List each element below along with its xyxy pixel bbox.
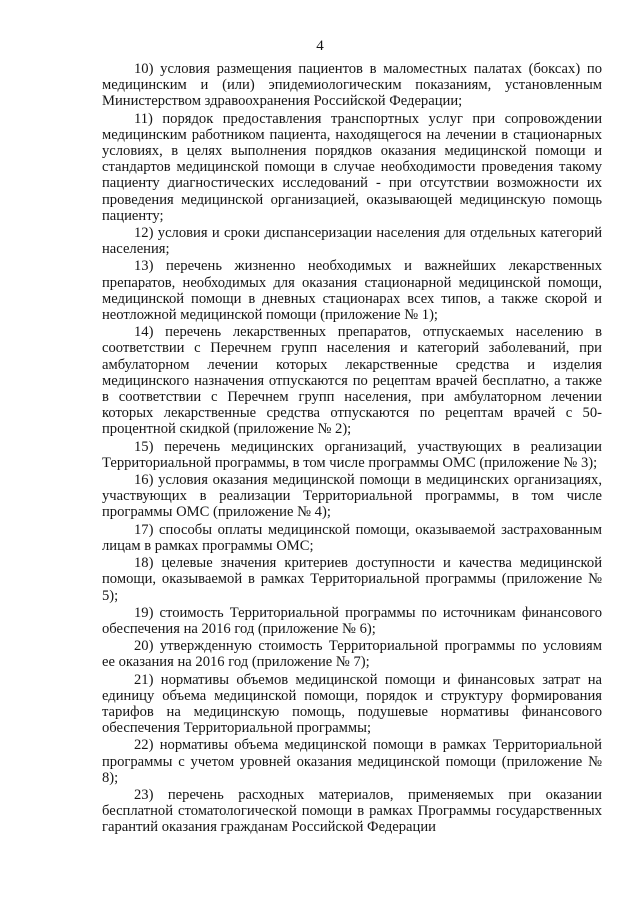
list-item: 20) утвержденную стоимость Территориальной программы по условиям ее оказания на 2016 год (приложение № 7);: [102, 638, 602, 671]
list-item: 12) условия и сроки диспансеризации населения для отдельных категорий населения;: [102, 225, 602, 258]
list-item: 15) перечень медицинских организаций, участвующих в реализации Территориальной программы, в том числе программы ОМС (приложение № 3);: [102, 438, 602, 471]
list-item: 10) условия размещения пациентов в маломестных палатах (боксах) по медицинским и (или) эпидемиологическим показаниям, установленным Министерством здравоохранения Российской Федерации;: [102, 61, 602, 110]
list-item: 11) порядок предоставления транспортных услуг при сопровождении медицинским работником пациента, находящегося на лечении в стационарных условиях, в целях выполнения порядков оказания медицинской помощи и стандартов медицинской помощи в случае необходимости проведения такому пациенту диагностических исследований - при отсутствии возможности их проведения медицинской организацией, оказывающей медицинскую помощь пациенту;: [102, 110, 602, 224]
list-item: 17) способы оплаты медицинской помощи, оказываемой застрахованным лицам в рамках программы ОМС;: [102, 521, 602, 554]
list-item: 18) целевые значения критериев доступности и качества медицинской помощи, оказываемой в рамках Территориальной программы (приложение № 5);: [102, 555, 602, 604]
list-item: 22) нормативы объема медицинской помощи в рамках Территориальной программы с учетом уровней оказания медицинской помощи (приложение № 8);: [102, 737, 602, 786]
list-item: 19) стоимость Территориальной программы по источникам финансового обеспечения на 2016 год (приложение № 6);: [102, 604, 602, 637]
document-body: [102, 61, 602, 837]
list-item: 21) нормативы объемов медицинской помощи и финансовых затрат на единицу объема медицинской помощи, порядок и структуру формирования тарифов на медицинскую помощь, подушевые нормативы финансового обеспечения Территориальной программы;: [102, 671, 602, 737]
list-item: 23) перечень расходных материалов, применяемых при оказании бесплатной стоматологической помощи в рамках Программы государственных гарантий оказания гражданам Российской Федерации: [102, 786, 602, 836]
page-number: 4: [316, 38, 324, 54]
list-item: 14) перечень лекарственных препаратов, отпускаемых населению в соответствии с Перечнем групп населения и категорий заболеваний, при амбулаторном лечении которых лекарственные средства и изделия медицинского назначения отпускаются по рецептам врачей бесплатно, а также в соответствии с Перечнем групп населения, при амбулаторном лечении которых лекарственные средства отпускаются по рецептам врачей с 50-процентной скидкой (приложение № 2);: [102, 324, 602, 438]
list-item: 16) условия оказания медицинской помощи в медицинских организациях, участвующих в реализации Территориальной программы, в том числе программы ОМС (приложение № 4);: [102, 472, 602, 521]
list-item: 13) перечень жизненно необходимых и важнейших лекарственных препаратов, необходимых для оказания стационарной медицинской помощи, медицинской помощи в дневных стационарах всех типов, а также скорой и неотложной медицинской помощи (приложение № 1);: [102, 258, 602, 324]
